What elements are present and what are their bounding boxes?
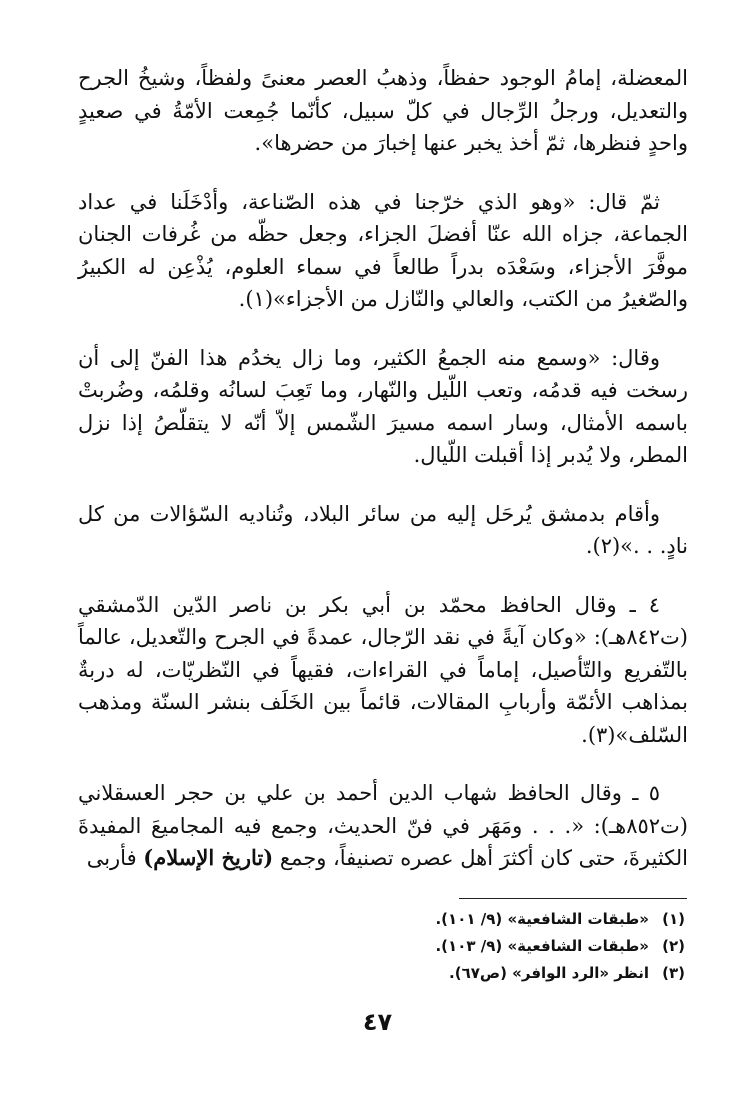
paragraph-quote-3: وأقام بدمشق يُرحَل إليه من سائر البلاد، وتُناديه السّؤالات من كل نادٍ. . .»(٢). — [78, 501, 688, 558]
footnote-number: (١) — [662, 910, 685, 928]
footnotes — [285, 906, 685, 987]
footnote-separator — [459, 898, 687, 899]
footnote-number: (٣) — [662, 964, 685, 982]
footnote-number: (٢) — [662, 937, 685, 955]
paragraph-item-5 — [78, 777, 688, 875]
footnote-text: «طبقات الشافعية» (٩/ ١٠٣). — [435, 937, 649, 955]
footnote-text: «طبقات الشافعية» (٩/ ١٠١). — [435, 910, 649, 928]
footnote-1 — [285, 906, 685, 933]
paragraph-item-5-end: فأربى — [86, 846, 144, 870]
page-body — [78, 62, 688, 901]
paragraph-continuation: المعضلة، إمامُ الوجود حفظاً، وذهبُ العصر معنىً ولفظاً، وشيخُ الجرح والتعديل، ورجلُ الرِّجال في كلّ سبيل، كأنّما جُمِعت الأمّةُ في صعيدٍ واحدٍ فنظرها، ثمّ أخذ يخبر عنها إخبارَ من حضرها». — [78, 66, 688, 155]
footnote-2 — [285, 933, 685, 960]
paragraph-item-4: ٤ ـ وقال الحافظ محمّد بن أبي بكر بن ناصر الدّين الدّمشقي (ت٨٤٢هـ): «وكان آيةً في نقد الرّجال، عمدةً في الجرح والتّعديل، عالماً بالتّفريع والتّأصيل، إماماً في القراءات، فقيهاً في النّظريّات، له دربةٌ بمذاهب الأئمّة وأربابِ المقالات، قائماً بين الخَلَف بنشر السنّة ومذهب السّلف»(٣). — [78, 592, 688, 747]
page-number: ٤٧ — [362, 1008, 393, 1036]
paragraph-quote-1: ثمّ قال: «وهو الذي خرّجنا في هذه الصّناعة، وأدْخَلَنا في عداد الجماعة، جزاه الله عنّا أفضلَ الجزاء، وجعل حظّه من غُرفات الجنان موفَّرَ الأجزاء، وسَعْدَه بدراً طالعاً في سماء العلوم، يُذْعِن له الكبيرُ والصّغيرُ من الكتب، والعالي والنّازل من الأجزاء»(١). — [78, 189, 688, 311]
footnote-text: انظر «الرد الوافر» (ص٦٧). — [449, 964, 649, 982]
paragraph-quote-2: وقال: «وسمع منه الجمعُ الكثير، وما زال يخدُم هذا الفنّ إلى أن رسخت فيه قدمُه، وتعب اللّيل والنّهار، وما تَعِبَ لسانُه وقلمُه، وضُربتْ باسمه الأمثال، وسار اسمه مسيرَ الشّمس إلاّ أنّه لا يتقلّصُ إذا نزل المطر، ولا يُدبر إذا أقبلت اللّيال. — [78, 345, 688, 467]
paragraph-item-5-text: ٥ ـ وقال الحافظ شهاب الدين أحمد بن علي بن حجر العسقلاني (ت٨٥٢هـ): «. . . ومَهَر في فنّ الحديث، وجمع فيه المجاميعَ المفيدةَ الكثيرةَ، حتى كان أكثرَ أهل عصره تصنيفاً، وجمع — [78, 781, 688, 870]
book-title-bold: (تاريخ الإسلام) — [143, 845, 274, 870]
footnote-3 — [285, 960, 685, 987]
